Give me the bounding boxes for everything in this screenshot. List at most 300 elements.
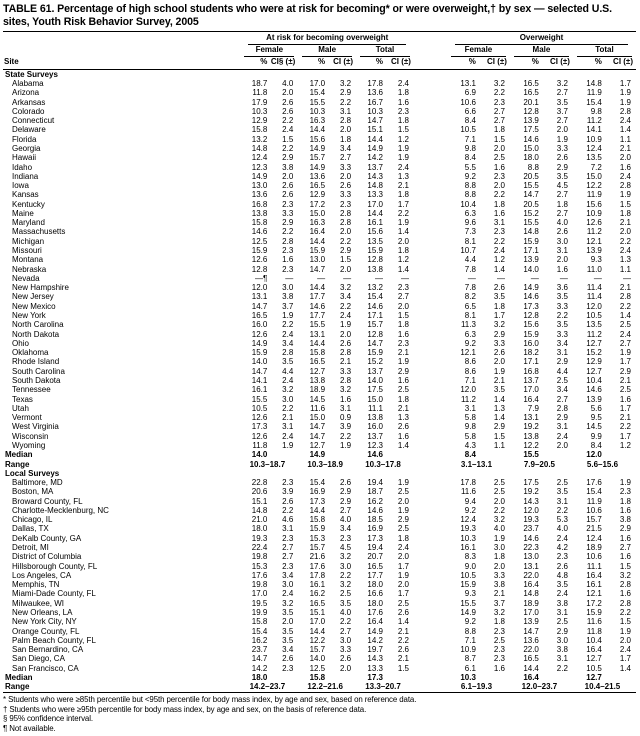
ci-cell: 3.4 — [282, 338, 294, 348]
site-cell: Georgia — [12, 143, 41, 153]
ci-cell: 3.0 — [493, 543, 505, 553]
ci-cell: 3.7 — [493, 598, 505, 608]
group-gap — [414, 348, 447, 357]
pct-cell: 15.7 — [309, 543, 326, 553]
pct-cell: 12.8 — [367, 255, 383, 265]
ci-cell: 3.3 — [339, 366, 352, 376]
pct-cell: 11.4 — [586, 292, 602, 302]
pct-cell: 14.9 — [523, 283, 539, 293]
ci-column-header: CI (±) — [603, 57, 636, 69]
pct-cell: 16.4 — [586, 570, 602, 580]
ci-cell: 2.6 — [339, 181, 352, 191]
table-row — [3, 441, 636, 450]
ci-cell: 3.3 — [556, 301, 568, 311]
pct-cell: 16.7 — [367, 97, 383, 107]
ci-cell: 1.9 — [397, 478, 409, 488]
ci-cell: 1.8 — [397, 88, 409, 98]
pct-cell: 15.2 — [523, 208, 539, 218]
site-cell: San Diego, CA — [12, 654, 65, 664]
section-header-row — [3, 69, 636, 79]
pct-cell: — — [317, 273, 326, 283]
ci-cell: 3.2 — [339, 552, 352, 562]
range-value: 7.9–20.5 — [523, 459, 555, 469]
ci-cell: 1.6 — [619, 162, 631, 172]
pct-cell: 15.5 — [251, 394, 268, 404]
site-cell: Milwaukee, WI — [12, 598, 65, 608]
pct-cell: 12.3 — [367, 440, 383, 450]
ci-cell: 3.8 — [282, 292, 294, 302]
pct-cell: 16.1 — [367, 218, 383, 228]
pct-cell: 15.4 — [367, 292, 383, 302]
pct-cell: 14.6 — [251, 227, 268, 237]
pct-cell: 18.9 — [586, 543, 602, 553]
ci-cell: 2.4 — [397, 543, 409, 553]
pct-cell: 13.6 — [523, 635, 539, 645]
pct-cell: 17.2 — [309, 199, 326, 209]
group-gap — [414, 88, 447, 97]
pct-cell: 22.8 — [251, 478, 268, 488]
pct-cell: 12.0 — [460, 385, 476, 395]
ci-cell: 2.2 — [282, 320, 294, 330]
sub-header-spacer — [3, 45, 240, 57]
ci-cell: 2.9 — [339, 496, 352, 506]
pct-cell: 15.6 — [367, 227, 383, 237]
ci-cell: 2.3 — [282, 533, 294, 543]
table-row — [3, 98, 636, 107]
ci-cell: 2.2 — [619, 422, 631, 432]
ci-cell — [384, 673, 414, 682]
pct-cell: 17.0 — [251, 589, 268, 599]
ci-cell: 2.4 — [339, 311, 352, 320]
ci-cell: 2.0 — [619, 153, 631, 163]
ci-cell: 2.3 — [397, 338, 409, 348]
pct-cell: 8.1 — [464, 236, 476, 246]
pct-cell: 14.8 — [251, 143, 268, 153]
pct-cell: 17.0 — [309, 78, 326, 88]
ci-cell: 1.8 — [493, 617, 505, 627]
ci-cell: 2.9 — [556, 357, 568, 367]
pct-cell: 20.7 — [367, 552, 383, 562]
pct-cell: 14.8 — [586, 78, 602, 88]
pct-cell: 20.5 — [523, 171, 539, 181]
site-cell: New Mexico — [12, 301, 56, 311]
ci-cell — [326, 450, 356, 459]
ci-cell: 1.9 — [339, 320, 352, 330]
group-gap — [414, 506, 447, 515]
pct-cell: 11.1 — [367, 403, 383, 413]
ci-cell: 3.5 — [556, 320, 568, 330]
table-row — [3, 107, 636, 116]
pct-cell: 19.7 — [367, 645, 383, 655]
pct-cell: 15.9 — [309, 246, 326, 256]
ci-cell: 2.9 — [282, 218, 294, 228]
ci-cell: 2.9 — [556, 162, 568, 172]
pct-cell: 12.1 — [460, 348, 476, 358]
table-row — [3, 497, 636, 506]
median-value: 12.7 — [586, 672, 602, 682]
ci-cell: 3.3 — [493, 338, 505, 348]
ci-cell: 1.8 — [397, 246, 409, 256]
ci-cell: 1.3 — [493, 403, 505, 413]
ci-cell: 2.0 — [397, 301, 409, 311]
ci-cell: 2.7 — [339, 626, 352, 636]
pct-column-header: % — [298, 57, 326, 69]
pct-cell: 22.0 — [523, 645, 539, 655]
site-cell: New Jersey — [12, 292, 54, 302]
table-row — [3, 348, 636, 357]
pct-cell: 14.7 — [309, 264, 326, 274]
pct-cell: 19.9 — [251, 608, 268, 617]
pct-cell: 9.6 — [464, 218, 476, 228]
site-cell: Nevada — [12, 273, 40, 283]
group-gap — [414, 125, 447, 134]
group-gap — [414, 552, 447, 561]
pct-cell: 3.1 — [464, 403, 476, 413]
ci-cell: 2.6 — [282, 496, 294, 506]
pct-cell: 17.3 — [523, 301, 539, 311]
median-row — [3, 450, 636, 459]
ci-cell: 3.3 — [556, 329, 568, 339]
ci-cell: 2.7 — [556, 88, 568, 98]
pct-cell: 18.0 — [523, 153, 539, 163]
table-row — [3, 116, 636, 125]
ci-cell: 3.1 — [556, 654, 568, 664]
pct-cell: 8.8 — [527, 162, 539, 172]
pct-cell: 12.8 — [367, 329, 383, 339]
ci-column-header: CI§ (±) — [268, 57, 298, 69]
ci-cell: 2.4 — [282, 589, 294, 599]
range-row — [3, 460, 636, 469]
pct-cell: 14.6 — [523, 533, 539, 543]
pct-cell: 10.9 — [586, 208, 602, 218]
ci-cell: 2.4 — [493, 246, 505, 256]
ci-column-header: CI (±) — [540, 57, 573, 69]
ci-cell: 2.2 — [493, 190, 505, 200]
pct-cell: 14.4 — [309, 125, 326, 135]
ci-cell: 2.4 — [397, 162, 409, 172]
ci-cell: 1.5 — [619, 199, 631, 209]
pct-cell: 16.9 — [309, 487, 326, 497]
ci-cell: 1.9 — [397, 357, 409, 367]
ci-cell: 3.3 — [339, 190, 352, 200]
pct-cell: 12.6 — [251, 413, 268, 423]
pct-cell: 8.2 — [464, 292, 476, 302]
ci-cell: 3.2 — [339, 78, 352, 88]
ci-cell: 1.8 — [493, 301, 505, 311]
group-gap — [414, 395, 447, 404]
ci-cell: 2.7 — [619, 338, 631, 348]
ci-cell: 3.5 — [282, 626, 294, 636]
pct-cell: 5.8 — [464, 413, 476, 423]
pct-cell: 22.0 — [523, 570, 539, 580]
pct-cell: 14.7 — [309, 422, 326, 432]
pct-cell: 11.3 — [460, 320, 476, 330]
ci-cell: 2.3 — [282, 264, 294, 274]
pct-column-header: % — [573, 57, 603, 69]
pct-cell: 16.5 — [523, 78, 539, 88]
pct-cell: 18.9 — [309, 385, 326, 395]
pct-cell: 12.9 — [309, 190, 326, 200]
group-gap — [414, 116, 447, 125]
footnote-confidence-interval: § 95% confidence interval. — [3, 714, 93, 724]
pct-cell: 7.8 — [464, 283, 476, 293]
footnotes — [3, 693, 636, 734]
ci-cell: 2.1 — [397, 654, 409, 664]
pct-cell: 16.8 — [251, 199, 268, 209]
ci-cell: 2.0 — [556, 125, 568, 135]
ci-cell: 2.2 — [556, 663, 568, 673]
pct-cell: 14.5 — [586, 422, 602, 432]
site-cell: Idaho — [12, 162, 33, 172]
group-gap — [414, 497, 447, 506]
footnote-at-risk-definition: * Students who were ≥85th percentile but <95th percentile for body mass index, by age and sex, based on reference data. — [3, 695, 417, 705]
ci-cell: 2.8 — [339, 116, 352, 126]
pct-cell: 20.5 — [523, 199, 539, 209]
pct-cell: 16.5 — [251, 311, 268, 320]
ci-cell: 2.7 — [619, 543, 631, 553]
table-row — [3, 645, 636, 654]
ci-cell: 3.4 — [339, 292, 352, 302]
pct-cell: 15.6 — [586, 199, 602, 209]
pct-cell: 12.5 — [251, 236, 268, 246]
pct-cell: 7.3 — [464, 227, 476, 237]
group-gap — [414, 478, 447, 487]
pct-cell: 19.5 — [251, 598, 268, 608]
pct-cell: 12.5 — [309, 663, 326, 673]
pct-cell: 12.8 — [523, 106, 539, 116]
group-gap — [414, 172, 447, 181]
ci-cell: 2.2 — [556, 311, 568, 320]
pct-cell: 13.3 — [367, 663, 383, 673]
pct-cell: 14.6 — [309, 301, 326, 311]
site-cell: Alabama — [12, 78, 44, 88]
ci-cell: 4.0 — [339, 515, 352, 525]
pct-cell: 14.6 — [367, 505, 383, 515]
pct-cell: 12.9 — [586, 357, 602, 367]
pct-cell: 14.4 — [523, 663, 539, 673]
pct-cell: 13.7 — [367, 366, 383, 376]
ci-cell: 2.2 — [619, 608, 631, 617]
group-gap — [414, 404, 447, 413]
ci-cell: 4.4 — [282, 366, 294, 376]
group-gap — [414, 57, 447, 69]
pct-cell: 15.8 — [251, 617, 268, 627]
ci-cell: 1.1 — [619, 264, 631, 274]
ci-cell: 3.2 — [493, 608, 505, 617]
ci-cell — [268, 673, 298, 682]
pct-cell: 15.7 — [367, 320, 383, 330]
pct-cell: 15.3 — [309, 533, 326, 543]
ci-cell: 2.6 — [339, 478, 352, 488]
pct-cell: 14.4 — [367, 134, 383, 144]
table-row — [3, 357, 636, 366]
group-gap — [414, 320, 447, 329]
pct-cell: 15.2 — [367, 357, 383, 367]
table-row — [3, 246, 636, 255]
pct-cell: 12.2 — [523, 440, 539, 450]
ci-cell: 1.8 — [397, 394, 409, 404]
ci-cell: 3.9 — [282, 487, 294, 497]
range-value: 14.2–23.7 — [249, 682, 286, 692]
column-header-row — [3, 57, 636, 69]
ci-cell: 2.1 — [619, 143, 631, 153]
group-gap — [414, 218, 447, 227]
table-row — [3, 88, 636, 97]
pct-cell: 9.2 — [464, 171, 476, 181]
ci-cell: 2.9 — [556, 413, 568, 423]
table-row — [3, 367, 636, 376]
sub-header-female-2: Female — [447, 45, 510, 57]
ci-cell: 2.5 — [619, 385, 631, 395]
table-row — [3, 330, 636, 339]
ci-cell — [603, 673, 636, 682]
group-gap — [414, 645, 447, 654]
ci-cell: 2.8 — [282, 348, 294, 358]
pct-cell: 8.1 — [464, 311, 476, 320]
ci-cell: 1.6 — [556, 264, 568, 274]
ci-cell: 3.9 — [339, 422, 352, 432]
site-cell: District of Columbia — [12, 552, 82, 562]
pct-cell: 10.3 — [460, 533, 476, 543]
pct-cell: 10.4 — [586, 375, 602, 385]
ci-cell: 3.5 — [282, 635, 294, 645]
ci-cell: 2.3 — [493, 626, 505, 636]
pct-cell: 7.1 — [464, 134, 476, 144]
pct-cell: 15.0 — [309, 413, 326, 423]
ci-cell: 3.2 — [282, 385, 294, 395]
pct-cell: 12.0 — [586, 301, 602, 311]
ci-cell: 2.0 — [493, 496, 505, 506]
ci-cell: 2.8 — [339, 375, 352, 385]
ci-cell: 2.4 — [619, 246, 631, 256]
pct-cell: 11.2 — [460, 394, 476, 404]
ci-cell: 2.6 — [339, 654, 352, 664]
pct-cell: 10.5 — [460, 570, 476, 580]
ci-cell: 3.5 — [556, 171, 568, 181]
pct-cell: 12.7 — [309, 440, 326, 450]
pct-cell: 10.3 — [367, 106, 383, 116]
ci-cell: 2.9 — [339, 246, 352, 256]
pct-cell: 14.7 — [523, 190, 539, 200]
ci-cell: 2.3 — [339, 199, 352, 209]
ci-cell: 1.1 — [493, 440, 505, 450]
ci-cell: 2.2 — [493, 505, 505, 515]
group-gap — [414, 367, 447, 376]
data-table — [3, 33, 636, 692]
pct-cell: 14.9 — [460, 608, 476, 617]
pct-cell: 14.8 — [367, 181, 383, 191]
pct-cell: 19.3 — [460, 524, 476, 534]
pct-cell: 16.8 — [523, 366, 539, 376]
pct-cell: 10.3 — [309, 106, 326, 116]
pct-column-header: % — [447, 57, 477, 69]
sub-header-male-2: Male — [510, 45, 573, 57]
ci-cell: 3.3 — [339, 162, 352, 172]
pct-cell: 18.0 — [251, 524, 268, 534]
group-gap — [414, 200, 447, 209]
pct-cell: 7.1 — [464, 375, 476, 385]
pct-cell: 8.8 — [464, 626, 476, 636]
ci-cell: 3.7 — [556, 106, 568, 116]
ci-cell: 1.3 — [397, 171, 409, 181]
ci-cell: 1.9 — [339, 440, 352, 450]
group-header-row — [3, 33, 636, 45]
section-label: Local Surveys — [5, 468, 60, 478]
pct-cell: 18.0 — [367, 580, 383, 590]
ci-cell: 2.1 — [619, 413, 631, 423]
group-gap — [414, 432, 447, 441]
ci-cell: 2.6 — [339, 338, 352, 348]
pct-cell: 10.9 — [460, 645, 476, 655]
ci-cell: 2.3 — [282, 561, 294, 571]
pct-cell: 8.3 — [464, 552, 476, 562]
pct-cell: 19.4 — [367, 543, 383, 553]
pct-cell: 8.4 — [464, 153, 476, 163]
site-cell: Kansas — [12, 190, 39, 200]
ci-cell: 1.9 — [619, 626, 631, 636]
pct-cell: 13.5 — [367, 236, 383, 246]
pct-cell: 18.2 — [523, 348, 539, 358]
ci-cell: 2.1 — [493, 375, 505, 385]
ci-cell: 2.2 — [339, 97, 352, 107]
ci-cell: 1.9 — [282, 311, 294, 320]
site-cell: Dallas, TX — [12, 524, 49, 534]
group-gap — [414, 422, 447, 431]
ci-cell: 4.0 — [493, 524, 505, 534]
ci-cell: 2.8 — [339, 218, 352, 228]
median-value: 8.4 — [464, 450, 476, 460]
group-gap — [414, 460, 447, 469]
pct-cell: 14.8 — [523, 227, 539, 237]
ci-cell: 1.9 — [493, 366, 505, 376]
ci-cell: 2.8 — [339, 208, 352, 218]
ci-cell: 0.9 — [339, 413, 352, 423]
table-row — [3, 580, 636, 589]
pct-cell: 13.1 — [523, 561, 539, 571]
pct-cell: 16.6 — [367, 589, 383, 599]
pct-cell: 12.6 — [251, 255, 268, 265]
pct-cell: 15.5 — [523, 181, 539, 191]
site-cell: Missouri — [12, 246, 42, 256]
ci-cell: 2.6 — [282, 106, 294, 116]
group-gap — [414, 487, 447, 496]
pct-cell: 11.6 — [586, 617, 602, 627]
pct-cell: 12.6 — [251, 431, 268, 441]
group-gap — [414, 33, 447, 45]
pct-column-header: % — [240, 57, 268, 69]
ci-cell: 3.1 — [282, 422, 294, 432]
pct-cell: 15.4 — [309, 88, 326, 98]
pct-cell: 14.5 — [309, 394, 326, 404]
ci-cell: 3.8 — [493, 580, 505, 590]
site-cell: Arizona — [12, 88, 40, 98]
group-gap — [414, 265, 447, 274]
group-gap — [414, 330, 447, 339]
ci-cell: 4.2 — [556, 543, 568, 553]
pct-cell: 12.1 — [586, 589, 602, 599]
pct-cell: 14.9 — [251, 338, 268, 348]
ci-cell: 2.5 — [493, 153, 505, 163]
pct-cell: 11.0 — [586, 264, 602, 274]
ci-cell: 2.1 — [397, 626, 409, 636]
pct-cell: 19.8 — [251, 552, 268, 562]
pct-cell: 16.2 — [309, 589, 326, 599]
ci-cell: 1.1 — [619, 134, 631, 144]
group-gap — [414, 571, 447, 580]
pct-cell: 17.6 — [309, 561, 326, 571]
ci-cell: 2.6 — [556, 153, 568, 163]
site-cell: San Francisco, CA — [12, 663, 79, 673]
